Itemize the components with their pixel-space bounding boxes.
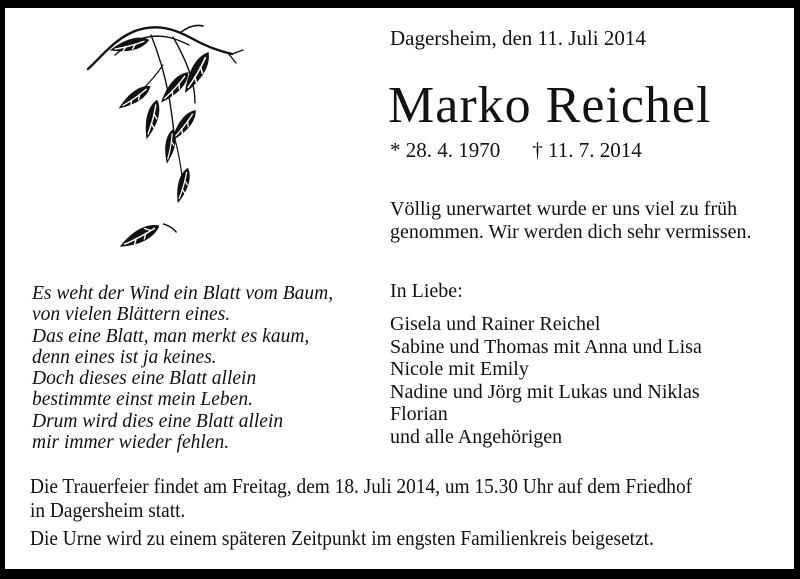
farewell-message — [390, 198, 752, 244]
funeral-line: Die Trauerfeier findet am Freitag, dem 18. Juli 2014, um 15.30 Uhr auf dem Friedhof — [30, 474, 693, 498]
poem-line: Doch dieses eine Blatt allein — [32, 368, 257, 390]
mourner-name: Florian — [390, 403, 448, 425]
memorial-poem — [32, 283, 333, 453]
poem-line: bestimmte einst mein Leben. — [32, 389, 253, 411]
mourner-name: Gisela und Rainer Reichel — [390, 313, 601, 335]
poem-line: denn eines ist ja keines. — [32, 346, 217, 368]
life-dates — [390, 138, 642, 163]
place-and-date: Dagersheim, den 11. Juli 2014 — [390, 26, 646, 50]
poem-line: Es weht der Wind ein Blatt vom Baum, — [32, 283, 334, 304]
mourner-name: und alle Angehörigen — [390, 425, 563, 448]
poem-line: Das eine Blatt, man merkt es kaum, — [32, 325, 310, 347]
birth-date: * 28. 4. 1970 — [390, 138, 501, 162]
poem-line: Drum wird dies eine Blatt allein — [32, 410, 284, 432]
fallen-leaf — [117, 214, 177, 259]
farewell-line: Völlig unerwartet wurde er uns viel zu früh — [390, 198, 738, 220]
farewell-line: genommen. Wir werden dich sehr vermissen. — [390, 221, 752, 243]
poem-line: von vielen Blättern eines. — [32, 304, 231, 326]
mourner-name: Nicole mit Emily — [390, 358, 529, 380]
mourner-name: Nadine und Jörg mit Lukas und Niklas — [390, 380, 700, 403]
funeral-notice — [30, 475, 692, 522]
death-date: † 11. 7. 2014 — [532, 138, 642, 162]
deceased-name-title: Marko Reichel — [388, 77, 712, 134]
urn-notice: Die Urne wird zu einem späteren Zeitpunkt im engsten Familienkreis beigesetzt. — [30, 526, 654, 550]
poem-line: mir immer wieder fehlen. — [32, 432, 230, 454]
mourners-list — [390, 313, 702, 448]
falling-leaf-branch-illustration — [85, 14, 295, 266]
mourner-name: Sabine und Thomas mit Anna und Lisa — [390, 335, 702, 358]
funeral-line: in Dagersheim statt. — [30, 497, 186, 522]
mourners-intro: In Liebe: — [390, 280, 463, 302]
